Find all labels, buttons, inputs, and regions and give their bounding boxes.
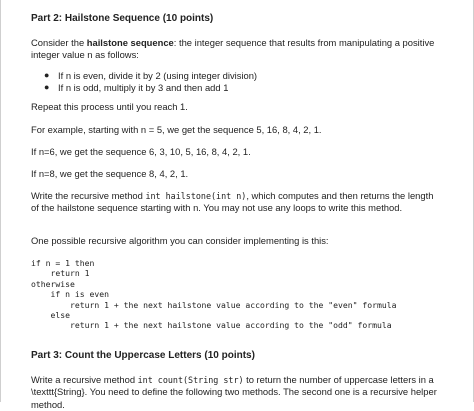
part2-rules-list xyxy=(31,70,257,93)
part2-intro-suffix: : the integer sequence that results from manipulating a positive integer value n as follows: xyxy=(31,37,435,61)
part2-rule-even-text: If n is even, divide it by 2 (using integer division) xyxy=(58,70,258,81)
part3-heading: Part 3: Count the Uppercase Letters (10 points) xyxy=(31,350,255,361)
part2-intro-term: hailstone sequence xyxy=(86,37,174,48)
part2-rule-even xyxy=(31,70,257,82)
part2-repeat: Repeat this process until you reach 1. xyxy=(31,101,188,112)
algorithm-line: return 1 + the next hailstone value according to the "even" formula xyxy=(31,299,397,310)
bullet-dot-icon: ● xyxy=(44,70,50,80)
part2-task-prefix: Write the recursive method xyxy=(31,190,146,201)
part2-rule-odd-text: If n is odd, multiply it by 3 and then add 1 xyxy=(58,81,229,93)
part3-task-prefix: Write a recursive method xyxy=(31,374,138,385)
part2-method-signature: int hailstone(int n) xyxy=(145,191,247,201)
algorithm-line: return 1 + the next hailstone value according to the "odd" formula xyxy=(31,320,392,331)
algorithm-line: return 1 xyxy=(31,268,90,279)
part3-method-signature: int count(String str) xyxy=(137,375,244,385)
part3-task-suffix: to return the number of uppercase letters in a \texttt{String}. You need to define the following two methods. The second one is a recursive helper method. xyxy=(31,374,437,410)
part2-rule-odd xyxy=(31,82,257,94)
part2-task xyxy=(31,190,443,215)
algorithm-line: otherwise xyxy=(31,278,75,289)
algorithm-line: if n = 1 then xyxy=(31,258,95,268)
part2-example-6: If n=6, we get the sequence 6, 3, 10, 5, 16, 8, 4, 2, 1. xyxy=(31,146,251,157)
part2-heading: Part 2: Hailstone Sequence (10 points) xyxy=(31,13,214,24)
algorithm-line: if n is even xyxy=(31,289,109,300)
part2-algorithm-intro: One possible recursive algorithm you can consider implementing is this: xyxy=(31,235,329,246)
part3-task xyxy=(31,374,443,411)
bullet-dot-icon: ● xyxy=(44,81,50,92)
part2-example-8: If n=8, we get the sequence 8, 4, 2, 1. xyxy=(31,168,189,179)
algorithm-line: else xyxy=(31,310,70,321)
part2-intro-prefix: Consider the xyxy=(31,37,87,48)
part2-task-suffix: , which computes and then returns the length of the hailstone sequence starting with n. You may not use any loops to write this method. xyxy=(31,190,434,214)
part2-algorithm-code xyxy=(31,258,396,331)
part2-intro xyxy=(31,37,443,62)
part2-example-5: For example, starting with n = 5, we get the sequence 5, 16, 8, 4, 2, 1. xyxy=(31,124,322,135)
